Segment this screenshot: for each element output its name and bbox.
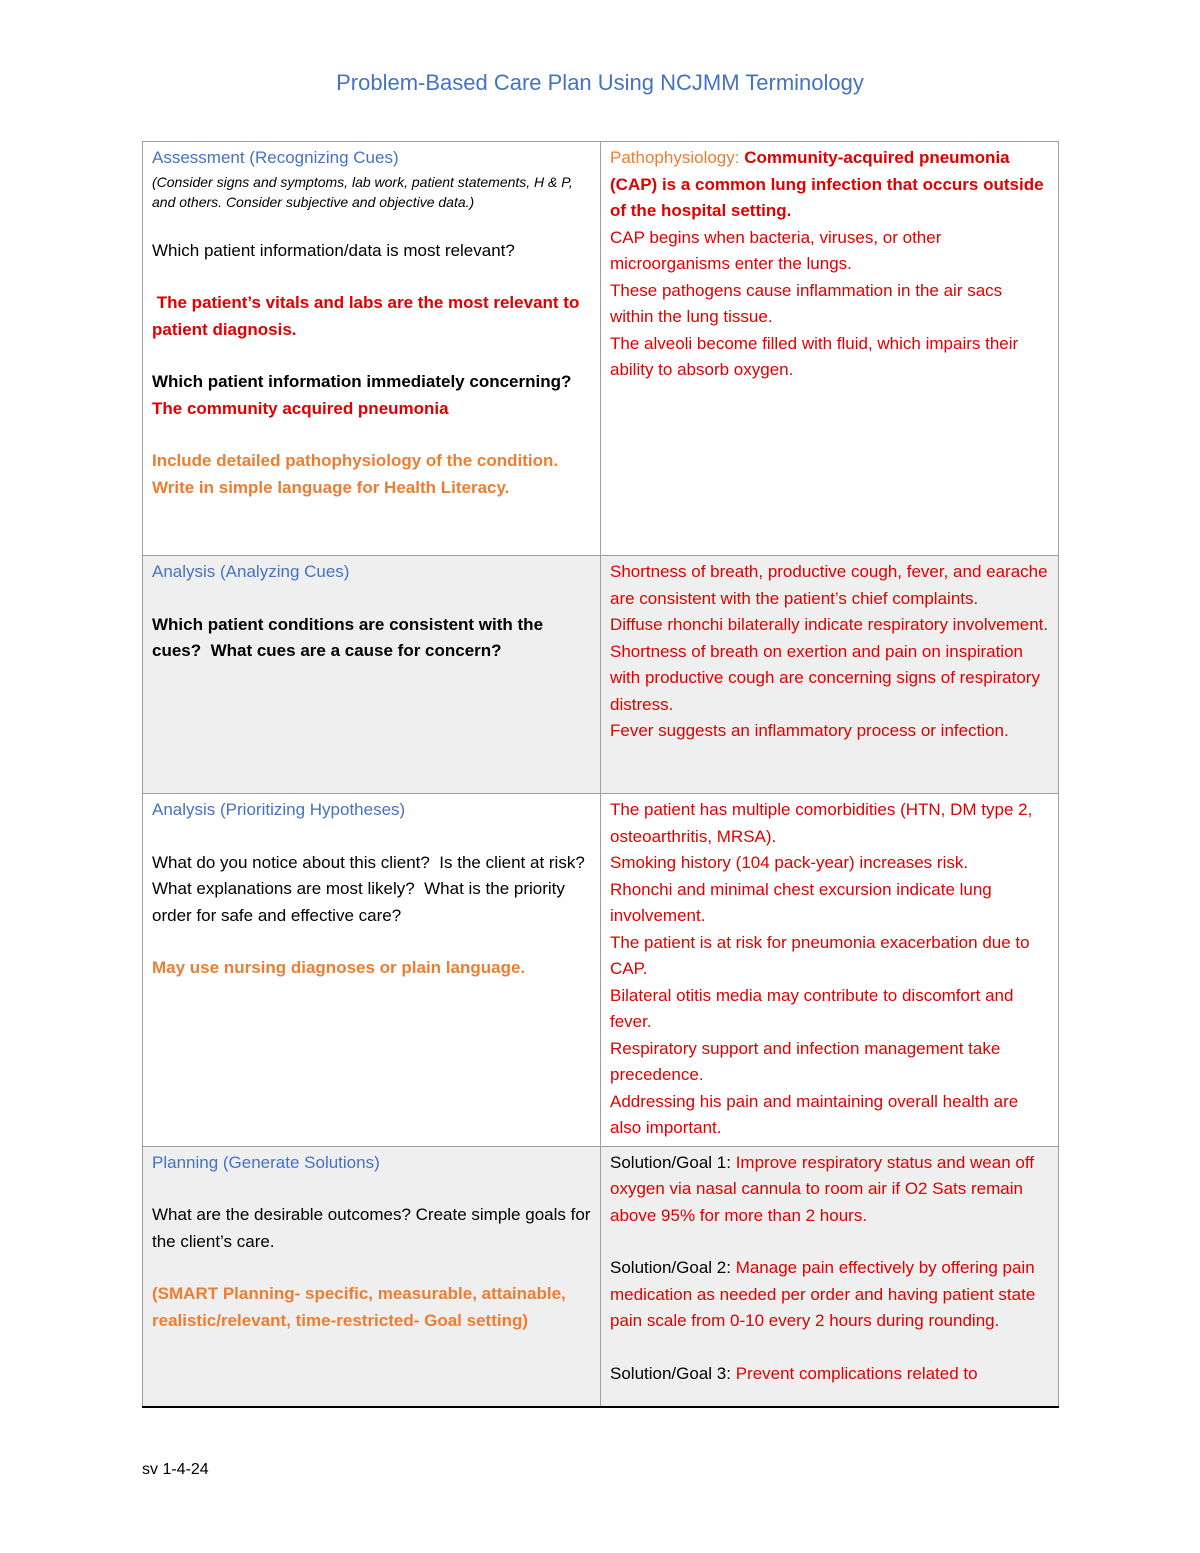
goal-3 [610,1361,1049,1388]
table-row-planning [143,1146,1059,1407]
prioritizing-line: Respiratory support and infection management take precedence. [610,1038,1001,1084]
page-title: Problem-Based Care Plan Using NCJMM Terminology [336,70,864,95]
table-row-assessment [143,142,1059,556]
assessment-answer-2: The community acquired pneumonia [152,372,577,418]
analyzing-cues-line: Shortness of breath, productive cough, fever, and earache are consistent with the patient’s chief complaints. [610,562,1048,608]
prioritizing-line: Smoking history (104 pack-year) increases risk. [610,853,969,872]
analyzing-cues-heading: Analysis (Analyzing Cues) [152,562,350,581]
assessment-question-1: Which patient information/data is most relevant? [152,240,515,260]
pathophysiology-line: The alveoli become filled with fluid, which impairs their ability to absorb oxygen. [610,333,1019,379]
prioritizing-line: Bilateral otitis media may contribute to discomfort and fever. [610,985,1014,1031]
prioritizing-cell [143,794,601,1147]
table-row-analyzing-cues [143,556,1059,794]
planning-answer-cell [601,1146,1059,1407]
goal-3-label: Solution/Goal 3: [610,1363,731,1383]
pathophysiology-label: Pathophysiology: [610,148,740,167]
goal-1 [610,1150,1049,1230]
goal-1-text: Improve respiratory status and wean off oxygen via nasal cannula to room air if O2 Sats remain above 95% for more than 2 hours. [610,1152,1039,1225]
planning-cell [143,1146,601,1407]
analyzing-cues-line: Fever suggests an inflammatory process or infection. [610,721,1009,740]
goal-1-label: Solution/Goal 1: [610,1152,731,1172]
pathophysiology-lead-block [610,145,1049,225]
analyzing-cues-cell [143,556,601,794]
prioritizing-line: Rhonchi and minimal chest excursion indicate lung involvement. [610,879,992,925]
goal-3-text: Prevent complications related to [730,1363,978,1383]
planning-goals [610,1150,1049,1398]
assessment-cell [143,142,601,556]
goal-2 [610,1255,1049,1335]
prioritizing-instruction: May use nursing diagnoses or plain language. [152,958,526,977]
footer-version: sv 1-4-24 [142,1461,209,1478]
planning-question: What are the desirable outcomes? Create simple goals for the client’s care. [152,1205,591,1251]
prioritizing-question: What do you notice about this client? Is the client at risk? What explanations are most likely? What is the priority order for safe and effective care? [152,852,595,925]
pathophysiology-cell [601,142,1059,556]
planning-heading: Planning (Generate Solutions) [152,1152,380,1172]
analyzing-cues-line: Diffuse rhonchi bilaterally indicate respiratory involvement. Shortness of breath on exertion and pain on inspiration with productive cough are concerning signs of respiratory distress. [610,615,1049,714]
analyzing-cues-answer-cell [601,556,1059,794]
assessment-question-2-block [152,369,591,422]
goal-2-label: Solution/Goal 2: [610,1258,731,1277]
planning-instruction: (SMART Planning- specific, measurable, attainable, realistic/relevant, time-restricted- Goal setting) [152,1284,566,1330]
goal-2-text: Manage pain effectively by offering pain medication as needed per order and having patient state pain scale from 0-10 every 2 hours during rounding. [610,1258,1041,1330]
assessment-instruction: Include detailed pathophysiology of the condition. Write in simple language for Health Literacy. [152,451,568,497]
assessment-question-2: Which patient information immediately concerning? [152,372,572,391]
care-plan-table [142,141,1059,1408]
prioritizing-line: Addressing his pain and maintaining overall health are also important. [610,1091,1019,1137]
table-row-prioritizing-hypotheses [143,794,1059,1147]
prioritizing-answer-cell [601,794,1059,1147]
assessment-heading: Assessment (Recognizing Cues) [152,148,399,167]
pathophysiology-lead: Community-acquired pneumonia (CAP) is a common lung infection that occurs outside of the hospital setting. [610,148,1049,220]
assessment-answer-1: The patient’s vitals and labs are the most relevant to patient diagnosis. [152,293,585,339]
assessment-note: (Consider signs and symptoms, lab work, patient statements, H & P, and others. Consider subjective and objective data.) [152,173,573,210]
analyzing-cues-question: Which patient conditions are consistent with the cues? What cues are a cause for concern? [152,614,548,660]
pathophysiology-line: These pathogens cause inflammation in the air sacs within the lung tissue. [610,280,1003,326]
prioritizing-line: The patient has multiple comorbidities (HTN, DM type 2, osteoarthritis, MRSA). [610,800,1033,846]
prioritizing-line: The patient is at risk for pneumonia exacerbation due to CAP. [610,932,1030,978]
prioritizing-heading: Analysis (Prioritizing Hypotheses) [152,800,406,819]
pathophysiology-line: CAP begins when bacteria, viruses, or other microorganisms enter the lungs. [610,227,942,273]
